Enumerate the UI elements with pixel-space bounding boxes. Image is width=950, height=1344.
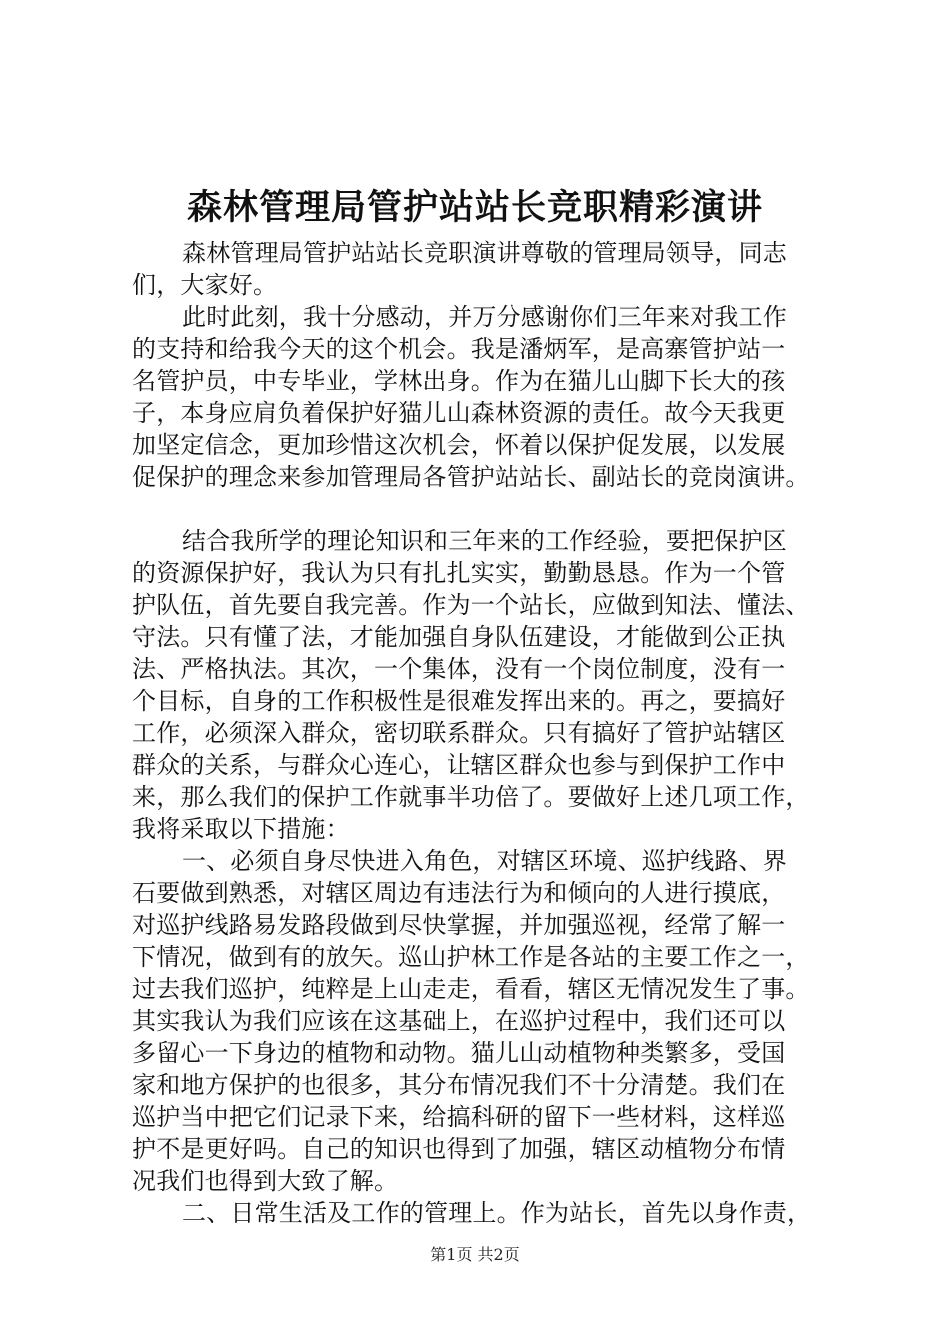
body-line: 下情况，做到有的放矢。巡山护林工作是各站的主要工作之一，: [132, 943, 810, 971]
body-line: 况我们也得到大致了解。: [132, 1167, 399, 1195]
body-line: 对巡护线路易发路段做到尽快掌握，并加强巡视，经常了解一: [132, 911, 786, 939]
document-body: [132, 237, 837, 1229]
body-line: 加坚定信念，更加珍惜这次机会，怀着以保护促发展，以发展: [132, 431, 786, 459]
body-line: 此时此刻，我十分感动，并万分感谢你们三年来对我工作: [182, 303, 787, 331]
body-line: 个目标，自身的工作积极性是很难发挥出来的。再之，要搞好: [132, 687, 786, 715]
body-line: 石要做到熟悉，对辖区周边有违法行为和倾向的人进行摸底，: [132, 879, 786, 907]
body-line: 守法。只有懂了法，才能加强自身队伍建设，才能做到公正执: [132, 623, 786, 651]
body-line: 的支持和给我今天的这个机会。我是潘炳军，是高寨管护站一: [132, 335, 786, 363]
body-line: 家和地方保护的也很多，其分布情况我们不十分清楚。我们在: [132, 1071, 786, 1099]
body-line: 巡护当中把它们记录下来，给搞科研的留下一些材料，这样巡: [132, 1103, 786, 1131]
body-line: 森林管理局管护站站长竞职演讲尊敬的管理局领导，同志: [182, 239, 787, 267]
body-line: 护队伍，首先要自我完善。作为一个站长，应做到知法、懂法、: [132, 591, 810, 619]
body-line: 多留心一下身边的植物和动物。猫儿山动植物种类繁多，受国: [132, 1039, 786, 1067]
body-line: 一、必须自身尽快进入角色，对辖区环境、巡护线路、界: [182, 847, 787, 875]
body-line: 二、日常生活及工作的管理上。作为站长，首先以身作责，: [182, 1199, 812, 1227]
body-line: 法、严格执法。其次，一个集体，没有一个岗位制度，没有一: [132, 655, 786, 683]
body-line: 们，大家好。: [132, 271, 278, 299]
body-line: 名管护员，中专毕业，学林出身。作为在猫儿山脚下长大的孩: [132, 367, 786, 395]
body-line: 工作，必须深入群众，密切联系群众。只有搞好了管护站辖区: [132, 719, 786, 747]
body-line: 来，那么我们的保护工作就事半功倍了。要做好上述几项工作，: [132, 783, 810, 811]
body-line: 护不是更好吗。自己的知识也得到了加强，辖区动植物分布情: [132, 1135, 786, 1163]
body-line: 子，本身应肩负着保护好猫儿山森林资源的责任。故今天我更: [132, 399, 786, 427]
body-line: 促保护的理念来参加管理局各管护站站长、副站长的竞岗演讲。: [132, 463, 810, 491]
body-line: 我将采取以下措施：: [132, 815, 350, 843]
body-line: 群众的关系，与群众心连心，让辖区群众也参与到保护工作中: [132, 751, 786, 779]
paragraph-gap: [132, 493, 837, 525]
body-line: 过去我们巡护，纯粹是上山走走，看看，辖区无情况发生了事。: [132, 975, 810, 1003]
body-line: 其实我认为我们应该在这基础上，在巡护过程中，我们还可以: [132, 1007, 786, 1035]
body-line: 的资源保护好，我认为只有扎扎实实，勤勤恳恳。作为一个管: [132, 559, 786, 587]
body-line: 结合我所学的理论知识和三年来的工作经验，要把保护区: [182, 527, 787, 555]
page-number-footer: 第1页 共2页: [430, 1245, 520, 1264]
document-title: 森林管理局管护站站长竞职精彩演讲: [186, 187, 763, 228]
